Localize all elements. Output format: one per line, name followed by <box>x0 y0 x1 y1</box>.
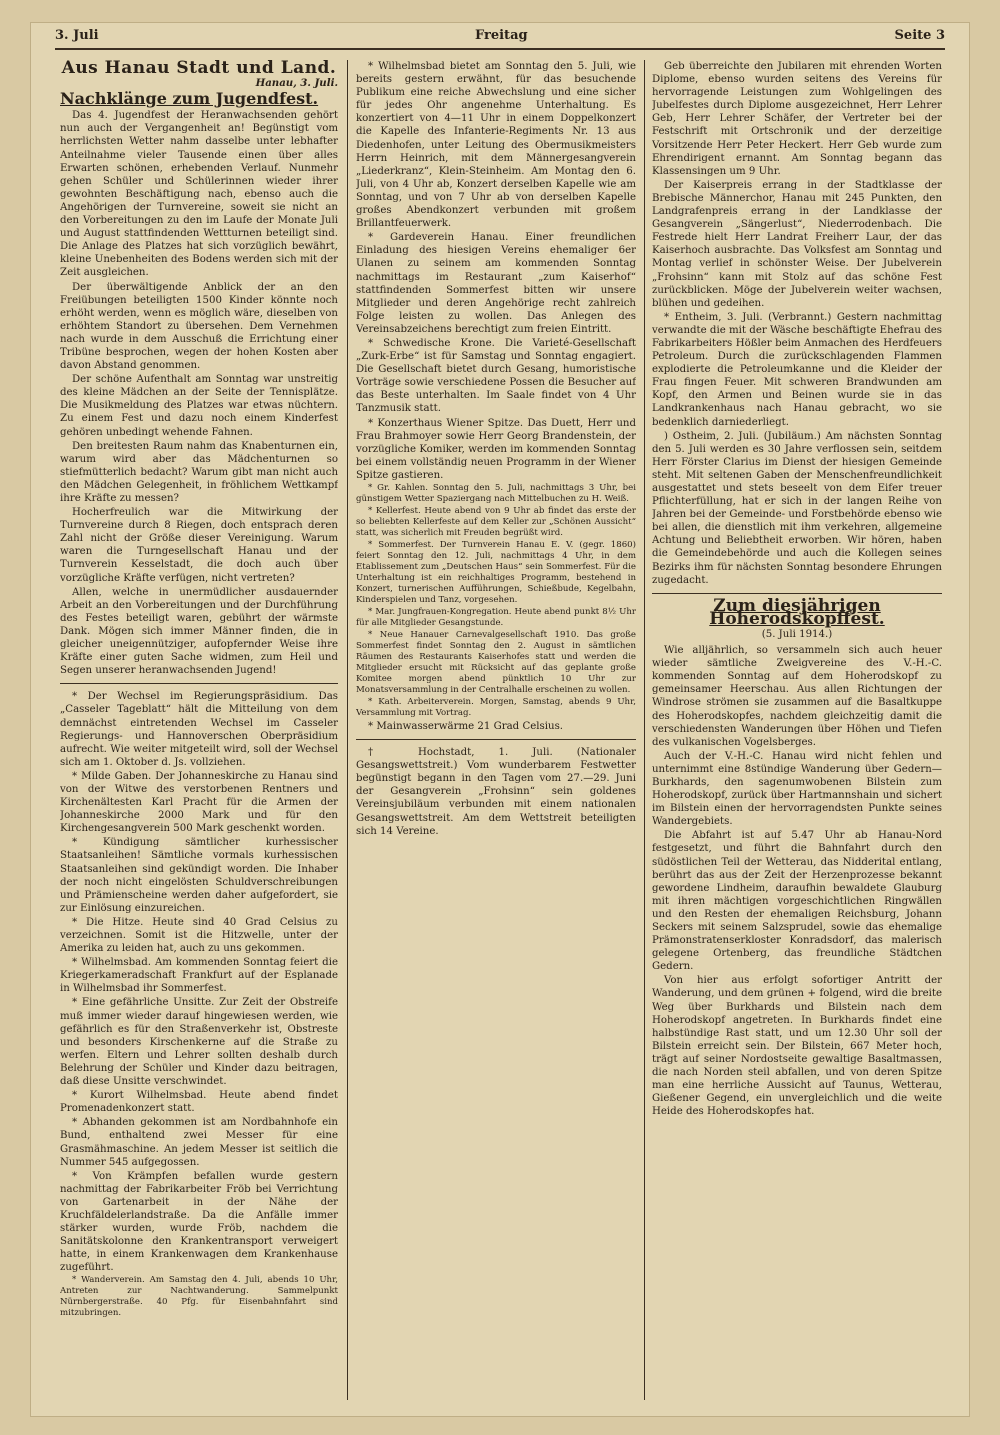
column-3 <box>652 60 942 1405</box>
article-title: Nachklänge zum Jugendfest. <box>60 89 319 109</box>
regional-report: ) Ostheim, 2. Juli. (Jubiläum.) Am nächsten Sonntag den 5. Juli werden es 30 Jahre verflossen sein, seitdem Herr Förster Clarius im Dienst der hiesigen Gemeinde steht. Mit seltenen Gaben der Menschenfreundlichkeit ausgestattet und stets beseelt von dem Eifer treuer Pflichterfüllung, hat er sich in der langen Reihe von Jahren bei der Gemeinde- und Forstbehörde ebenso wie bei allen, die dienstlich mit ihm verkehren, allgemeine Achtung und Beliebtheit erworben. Wir hören, haben die Gemeindebehörde und auch die Kollegen seines Bezirks ihm für nächsten Sonntag besondere Ehrungen zugedacht. <box>652 430 942 586</box>
section-date: (5. Juli 1914.) <box>761 628 833 640</box>
divider <box>60 683 338 684</box>
section-title: Aus Hanau Stadt und Land. <box>61 60 337 78</box>
small-notice: * Mar. Jungfrauen-Kongregation. Heute abend punkt 8½ Uhr für alle Mitglieder Gesangstunde. <box>356 607 636 628</box>
local-notice: * Wilhelmsbad bietet am Sonntag den 5. Juli, wie bereits gestern erwähnt, für das besuchende Publikum eine reiche Abwechslung und eine sicher für jedes Ohr angenehme Unterhaltung. Es konzertiert von 4—11 Uhr in einem Doppelkonzert die Kapelle des Infanterie-Regiments Nr. 13 aus Diedenhofen, unter Leitung des Obermusikmeisters Herrn Heinrich, mit dem Männergesangverein „Liederkranz“, Klein-Steinheim. Am Montag den 6. Juli, von 4 Uhr ab, Konzert derselben Kapelle wie am Sonntag, und von 7 Uhr ab von derselben Kapelle großes Abendkonzert verbunden mit großem Brillantfeuerwerk. <box>356 61 636 230</box>
small-notice: * Neue Hanauer Carnevalgesellschaft 1910. Das große Sommerfest findet Sonntag den 2. August in sämtlichen Räumen des Restaurants Kaiserhofes statt und werden die Mitglieder ersucht mit Rücksicht auf das geplante große Komitee morgen abend pünktlich 10 Uhr zur Monatsversammlung in der Centralhalle erscheinen zu wollen. <box>356 630 636 695</box>
running-header <box>55 28 945 50</box>
article-paragraph: Hocherfreulich war die Mitwirkung der Turnvereine durch 8 Riegen, doch entsprach deren Zahl nicht der Größe dieser Vereinigung. Warum waren die Turngesellschaft Hanau und der Turnverein Kesselstadt, die doch auch über vorzügliche Kräfte verfügen, nicht vertreten? <box>60 507 338 584</box>
column-2 <box>356 60 636 1405</box>
column-rule <box>347 60 348 1400</box>
small-notice: * Wanderverein. Am Samstag den 4. Juli, abends 10 Uhr, Antreten zur Nachtwanderung. Sammelpunkt Nürnbergerstraße. 40 Pfg. für Eisenbahnfahrt sind mitzubringen. <box>60 1275 338 1319</box>
local-notice: * Abhanden gekommen ist am Nordbahnhofe ein Bund, enthaltend zwei Messer für eine Grasmähmaschine. An jedem Messer ist seitlich die Nummer 545 aufgegossen. <box>60 1117 338 1168</box>
local-notice: * Kurort Wilhelmsbad. Heute abend findet Promenadenkonzert statt. <box>60 1090 338 1115</box>
local-notice: * Die Hitze. Heute sind 40 Grad Celsius zu verzeichnen. Somit ist die Hitzwelle, unter der Amerika zu leiden hat, auch zu uns gekommen. <box>60 916 338 955</box>
divider <box>652 593 942 594</box>
article-paragraph: Das 4. Jugendfest der Heranwachsenden gehört nun auch der Vergangenheit an! Begünstigt vom herrlichsten Wetter nahm dasselbe unter lebhafter Anteilnahme vieler Tausende einen über alles Erwarten schönen, erhebenden Verlauf. Nunmehr gehen Schüler und Schülerinnen wieder ihrer gewohnten Beschäftigung nach, ebenso auch die Angehörigen der Turnvereine, soweit sie nicht an den Vorbereitungen zu den im Laufe der Monate Juli und August stattfindenden Wettturnen beteiligt sind. Die Anlage des Platzes hat sich vorzüglich bewährt, kleine Unebenheiten des Bodens werden sich mit der Zeit ausgleichen. <box>60 110 338 279</box>
small-notice: * Kellerfest. Heute abend von 9 Uhr ab findet das erste der so beliebten Kellerfeste auf dem Keller zur „Schönen Aussicht“ statt, was sicherlich mit Freuden begrüßt wird. <box>356 506 636 538</box>
article-paragraph: Geb überreichte den Jubilaren mit ehrenden Worten Diplome, ebenso wurden seitens des Vereins für hervorragende Leistungen zum Wohlgelingen des Jubelfestes durch Diplome ausgezeichnet, Herr Lehrer Geb, Herr Lehrer Schäfer, der Vertreter bei der Festschrift mit Ortschronik und der derzeitige Vorsitzende Herr Peter Heckert. Herr Geb wurde zum Ehrendirigent ernannt. Am Sonntag begann das Klassensingen um 9 Uhr. <box>652 61 942 177</box>
local-notice: * Eine gefährliche Unsitte. Zur Zeit der Obstreife muß immer wieder darauf hingewiesen werden, wie gefährlich es für den Straßenverkehr ist, Obstreste und besonders Kirschenkerne auf die Straße zu werfen. Eltern und Lehrer sollten deshalb durch Belehrung der Schüler und Kinder dazu beitragen, daß diese Unsitte verschwindet. <box>60 997 338 1088</box>
local-notice: * Kündigung sämtlicher kurhessischer Staatsanleihen! Sämtliche vormals kurhessischen Staatsanleihen sind gekündigt worden. Die Inhaber der noch nicht eingelösten Schuldverschreibungen und Prämienscheine werden daher aufgefordert, sie zur Einlösung einzureichen. <box>60 837 338 914</box>
local-notice: * Der Wechsel im Regierungspräsidium. Das „Casseler Tageblatt“ hält die Mitteilung von dem demnächst eintretenden Wechsel im Casseler Regierungs- und Hannoverschen Oberpräsidium aufrecht. Wie weiter mitgeteilt wird, soll der Wechsel sich am 1. Oktober d. Js. vollziehen. <box>60 691 338 768</box>
article-paragraph: Wie alljährlich, so versammeln sich auch heuer wieder sämtliche Zweigvereine des V.-H.-C. kommenden Sonntag auf dem Hoherodskopf zu gemeinsamer Heerschau. Aus allen Richtungen der Windrose strömen sie zusammen auf die Basaltkuppe des Hoherodskopfes, nachdem gleichzeitig damit die verschiedensten Wanderungen über Höhen und Tiefen des vulkanischen Vogelsberges. <box>652 645 942 748</box>
local-notice: * Konzerthaus Wiener Spitze. Das Duett, Herr und Frau Brahmoyer sowie Herr Georg Brandenstein, der vorzügliche Komiker, werden im kommenden Sonntag bei einem vollständig neuen Programm in der Wiener Spitze gastieren. <box>356 417 636 481</box>
article-paragraph: Von hier aus erfolgt sofortiger Antritt der Wanderung, und dem grünen + folgend, wird die breite Weg über Burkhards und Bilstein nach dem Hoherodskopf angetreten. In Burkhards findet eine halbstündige Rast statt, und um 12.30 Uhr soll der Bilstein erreicht sein. Der Bilstein, 667 Meter hoch, trägt auf seiner Nordostseite gewaltige Basaltmassen, die nach Norden steil abfallen, und von deren Spitze man eine herrliche Aussicht auf Taunus, Wetterau, Gießener Gegend, ein unvergleichlich und die weite Heide des Hoherodskopfes hat. <box>652 975 942 1118</box>
article-paragraph: Der überwältigende Anblick der an den Freiübungen beteiligten 1500 Kinder könnte noch erhöht werden, wenn es möglich wäre, dieselben von erhöhtem Standort zu übersehen. Dem Vernehmen nach wurde in dem Ausschuß die Errichtung einer Tribüne besprochen, wegen der hohen Kosten aber davon Abstand genommen. <box>60 281 338 372</box>
article-paragraph: Auch der V.-H.-C. Hanau wird nicht fehlen und unternimmt eine 8stündige Wanderung über Gedern—Burkhards, den sagenumwobenen Bilstein zum Hoherodskopf, zurück über Hartmannshain und sichert im Bilstein einen der hervorragendsten Punkte seines Wandergebiets. <box>652 750 942 828</box>
header-date: 3. Juli <box>55 28 99 43</box>
article-paragraph: Den breitesten Raum nahm das Knabenturnen ein, warum wird aber das Mädchenturnen so stiefmütterlich bedacht? Warum gibt man nicht auch den Mädchen Gelegenheit, in fröhlichem Wettkampf ihre Kräfte zu messen? <box>60 440 338 504</box>
local-notice: * Wilhelmsbad. Am kommenden Sonntag feiert die Kriegerkameradschaft Frankfurt auf der Esplanade in Wilhelmsbad ihr Sommerfest. <box>60 957 338 995</box>
divider <box>356 739 636 740</box>
header-page-number: Seite 3 <box>894 28 945 43</box>
regional-report: * Entheim, 3. Juli. (Verbrannt.) Gestern nachmittag verwandte die mit der Wäsche beschäftigte Ehefrau des Fabrikarbeiters Hößler beim Anmachen des Herdfeuers Petroleum. Durch die zurückschlagenden Flammen explodierte die Petroleumkanne und die Kleider der Frau fingen Feuer. Mit schweren Brandwunden am Kopf, den Armen und Beinen wurde sie in das Landkrankenhaus nach Hanau gebracht, wo sie bedenklich darniederliegt. <box>652 311 942 428</box>
section-title: Zum diesjährigen Hoherodskopffest. <box>709 595 885 629</box>
local-notice: * Gardeverein Hanau. Einer freundlichen Einladung des hiesigen Vereins ehemaliger 6er Ulanen zu seinem am kommenden Sonntag nachmittags im Restaurant „zum Kaiserhof“ stattfindenden Sommerfest bitten wir unsere Mitglieder und deren Angehörige recht zahlreich Folge leisten zu wollen. Das Anlegen des Vereinsabzeichens berechtigt zum freien Eintritt. <box>356 232 636 335</box>
local-notice: * Schwedische Krone. Die Varieté-Gesellschaft „Zurk-Erbe“ ist für Samstag und Sonntag engagiert. Die Gesellschaft bietet durch Gesang, humoristische Vorträge sowie verschiedene Possen die Besucher auf das Beste unterhalten. Im Saale findet von 4 Uhr Tanzmusik statt. <box>356 337 636 415</box>
small-notice: * Gr. Kahlen. Sonntag den 5. Juli, nachmittags 3 Uhr, bei günstigem Wetter Spaziergang nach Mittelbuchen zu H. Weiß. <box>356 483 636 504</box>
article-paragraph: Der Kaiserpreis errang in der Stadtklasse der Brebische Männerchor, Hanau mit 245 Punkten, den Landgrafenpreis errang in der Landklasse der Gesangverein „Sängerlust“, Niederrodenbach. Die Festrede hielt Herr Landrat Freiherr Laur, der das Kaiserhoch ausbrachte. Das Volksfest am Sonntag und Montag verlief in schönster Weise. Der Jubelverein „Frohsinn“ kann mit Stolz auf das schöne Fest zurückblicken. Möge der Jubelverein weiter wachsen, blühen und gedeihen. <box>652 179 942 309</box>
small-notice: * Sommerfest. Der Turnverein Hanau E. V. (gegr. 1860) feiert Sonntag den 12. Juli, nachmittags 4 Uhr, in dem Etablissement zum „Deutschen Haus“ sein Sommerfest. Für die Unterhaltung ist ein reichhaltiges Programm, bestehend in Konzert, turnerischen Aufführungen, Schießbude, Kegelbahn, Kinderspielen und Tanz, vorgesehen. <box>356 540 636 605</box>
header-weekday: Freitag <box>475 28 528 43</box>
column-rule <box>644 60 645 1400</box>
column-1 <box>60 60 338 1405</box>
article-paragraph: Die Abfahrt ist auf 5.47 Uhr ab Hanau-Nord festgesetzt, und führt die Bahnfahrt durch den südöstlichen Teil der Wetterau, das Nidderital entlang, berührt das aus der Zeit der Herzenprozesse bekannt gewordene Lindheim, daraufhin bewaldete Glauburg mit ihren mächtigen vorgeschichtlichen Ringwällen und den Resten der ehemaligen Reichsburg, Johann Seckers mit seinem Salzsprudel, sowie das ehemalige Prämonstratenserkloster Konradsdorf, das malerisch gelegene Ortenberg, das freundliche Städtchen Gedern. <box>652 830 942 973</box>
article-paragraph: Der schöne Aufenthalt am Sonntag war unstreitig des kleine Mädchen an der Seite der Tennisplätze. Die Musikmeldung des Platzes war etwas nüchtern. Zu einem Fest und dazu noch einem Kinderfest gehören unbedingt wehende Fahnen. <box>60 374 338 438</box>
dateline: Hanau, 3. Juli. <box>255 77 338 90</box>
regional-report: † Hochstadt, 1. Juli. (Nationaler Gesangswettstreit.) Vom wunderbarem Festwetter begünstigt begann in den Tagen vom 27.—29. Juni der Gesangverein „Frohsinn“ sein goldenes Vereinsjubiläum verbunden mit einem nationalen Gesangswettstreit. Am dem Wettstreit beteiligten sich 14 Vereine. <box>356 747 636 837</box>
small-notice: * Kath. Arbeiterverein. Morgen, Samstag, abends 9 Uhr, Versammlung mit Vortrag. <box>356 697 636 718</box>
local-notice: * Milde Gaben. Der Johanneskirche zu Hanau sind von der Witwe des verstorbenen Rentners und Kirchenältesten Karl Pracht für die Armen der Johanneskirche 2000 Mark und für den Kirchengesangverein 500 Mark geschenkt worden. <box>60 770 338 835</box>
local-notice: * Mainwasserwärme 21 Grad Celsius. <box>368 721 564 732</box>
local-notice: * Von Krämpfen befallen wurde gestern nachmittag der Fabrikarbeiter Fröb bei Verrichtung von Gartenarbeit in der Nähe der Kruchfäldelerlandstraße. Da die Anfälle immer stärker wurden, wurde Fröb, nachdem die Sanitätskolonne den Krankentransport verweigert hatte, in einem Krankenwagen dem Krankenhause zugeführt. <box>60 1170 338 1274</box>
article-paragraph: Allen, welche in unermüdlicher ausdauernder Arbeit an den Vorbereitungen und der Durchführung des Festes beteiligt waren, gebührt der wärmste Dank. Mögen sich immer Männer finden, die in gleicher uneigennütziger, aufopfernder Weise ihre Kräfte einer guten Sache widmen, zum Heil und Segen unserer heranwachsenden Jugend! <box>60 586 338 677</box>
